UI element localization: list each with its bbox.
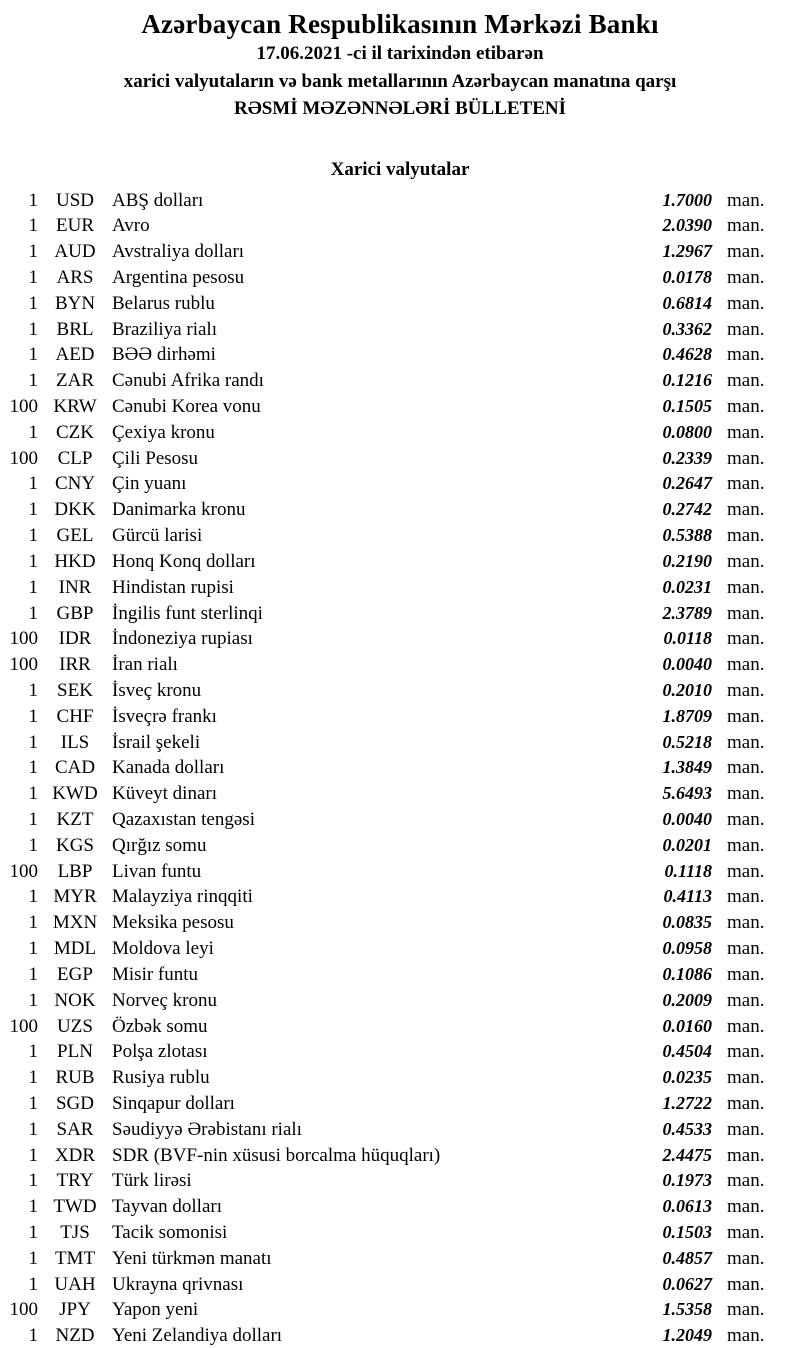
unit-label-cell: man. bbox=[727, 1273, 765, 1295]
rate-row-tmt bbox=[0, 1246, 772, 1272]
rate-row-xdr bbox=[0, 1143, 772, 1169]
unit-label-cell: man. bbox=[727, 292, 765, 314]
quantity-cell: 1 bbox=[28, 1325, 38, 1347]
currency-name-cell: Cənubi Korea vonu bbox=[112, 396, 261, 417]
currency-code-cell: UAH bbox=[54, 1273, 96, 1295]
currency-name-cell: İsveç kronu bbox=[112, 679, 202, 701]
unit-label-cell: man. bbox=[727, 1118, 765, 1140]
currency-code-cell: LBP bbox=[57, 860, 93, 882]
quantity-cell: 100 bbox=[9, 396, 38, 417]
currency-code-cell: TRY bbox=[56, 1170, 94, 1192]
rate-value-cell: 0.2742 bbox=[662, 499, 712, 520]
currency-code-cell: MDL bbox=[53, 938, 97, 960]
unit-label-cell: man. bbox=[727, 1144, 765, 1166]
unit-label-cell: man. bbox=[727, 499, 765, 521]
currency-name-cell: İran rialı bbox=[112, 654, 178, 676]
rate-row-cad bbox=[0, 755, 772, 781]
unit-label-cell: man. bbox=[727, 266, 765, 288]
currency-code-cell: XDR bbox=[54, 1144, 96, 1166]
quantity-cell: 1 bbox=[28, 1196, 38, 1218]
currency-code-cell: CAD bbox=[54, 757, 96, 779]
currency-name-cell: Honq Konq dolları bbox=[112, 550, 256, 572]
rate-row-myr bbox=[0, 884, 772, 910]
rate-value-cell: 0.1216 bbox=[662, 370, 712, 391]
rate-value-cell: 0.2009 bbox=[662, 989, 712, 1010]
rate-row-inr bbox=[0, 575, 772, 601]
unit-label-cell: man. bbox=[727, 989, 765, 1011]
rate-row-cny bbox=[0, 471, 772, 497]
rate-value-cell: 0.0800 bbox=[662, 421, 712, 442]
quantity-cell: 1 bbox=[28, 344, 38, 366]
rate-row-byn bbox=[0, 291, 772, 317]
unit-label-cell: man. bbox=[727, 473, 765, 495]
rate-value-cell: 0.4628 bbox=[662, 344, 712, 365]
quantity-cell: 1 bbox=[28, 1067, 38, 1089]
rate-row-idr bbox=[0, 626, 772, 652]
quantity-cell: 1 bbox=[28, 215, 38, 237]
rate-value-cell: 0.1118 bbox=[664, 860, 712, 881]
currency-code-cell: KWD bbox=[52, 783, 98, 805]
quantity-cell: 1 bbox=[28, 318, 38, 340]
currency-name-cell: Malayziya rinqqiti bbox=[112, 886, 253, 908]
currency-name-cell: Rusiya rublu bbox=[112, 1067, 210, 1089]
unit-label-cell: man. bbox=[727, 602, 765, 624]
currency-code-cell: USD bbox=[55, 189, 94, 211]
rate-row-try bbox=[0, 1168, 772, 1194]
currency-name-cell: Küveyt dinarı bbox=[112, 783, 218, 805]
rate-row-irr bbox=[0, 652, 772, 678]
currency-name-cell: SDR (BVF-nin xüsusi borcalma hüquqları) bbox=[112, 1144, 441, 1166]
quantity-cell: 1 bbox=[28, 473, 38, 495]
quantity-cell: 1 bbox=[28, 266, 38, 288]
currency-code-cell: BRL bbox=[56, 318, 94, 340]
currency-name-cell: Cənubi Afrika randı bbox=[112, 370, 264, 392]
currency-code-cell: CNY bbox=[54, 473, 96, 495]
currency-name-cell: Danimarka kronu bbox=[112, 499, 246, 521]
unit-label-cell: man. bbox=[727, 963, 765, 985]
unit-label-cell: man. bbox=[727, 396, 765, 417]
currency-code-cell: BYN bbox=[54, 292, 96, 314]
rate-value-cell: 0.3362 bbox=[662, 318, 712, 339]
rate-row-twd bbox=[0, 1194, 772, 1220]
effective-date-line: 17.06.2021 -ci il tarixindən etibarən bbox=[256, 43, 544, 64]
rate-value-cell: 1.8709 bbox=[662, 705, 712, 726]
exchange-rates-table bbox=[0, 188, 772, 1348]
rate-value-cell: 0.4504 bbox=[662, 1041, 712, 1062]
quantity-cell: 1 bbox=[28, 1247, 38, 1269]
rate-value-cell: 0.0178 bbox=[662, 266, 712, 287]
unit-label-cell: man. bbox=[727, 783, 765, 805]
rate-value-cell: 5.6493 bbox=[662, 783, 712, 804]
currency-code-cell: MXN bbox=[52, 912, 98, 934]
rate-value-cell: 0.5388 bbox=[662, 525, 712, 546]
rate-row-aed bbox=[0, 342, 772, 368]
currency-name-cell: Braziliya rialı bbox=[112, 318, 217, 340]
unit-label-cell: man. bbox=[727, 809, 765, 830]
rate-row-kgs bbox=[0, 833, 772, 859]
currency-name-cell: Gürcü larisi bbox=[112, 525, 203, 547]
quantity-cell: 1 bbox=[28, 292, 38, 314]
rate-row-clp bbox=[0, 446, 772, 472]
rate-value-cell: 0.0235 bbox=[662, 1067, 712, 1088]
quantity-cell: 1 bbox=[28, 705, 38, 727]
unit-label-cell: man. bbox=[727, 576, 765, 598]
bulletin-header bbox=[0, 0, 800, 123]
currency-code-cell: ZAR bbox=[56, 370, 94, 392]
currency-name-cell: Qazaxıstan tengəsi bbox=[112, 809, 255, 830]
rate-value-cell: 0.1973 bbox=[662, 1170, 712, 1191]
rate-value-cell: 0.5218 bbox=[662, 731, 712, 752]
rate-row-egp bbox=[0, 962, 772, 988]
quantity-cell: 1 bbox=[28, 1041, 38, 1063]
rate-row-pln bbox=[0, 1039, 772, 1065]
unit-label-cell: man. bbox=[727, 654, 765, 676]
rate-value-cell: 0.0040 bbox=[662, 654, 712, 675]
rate-row-krw bbox=[0, 394, 772, 420]
quantity-cell: 1 bbox=[28, 938, 38, 960]
rate-row-sar bbox=[0, 1117, 772, 1143]
rate-row-zar bbox=[0, 368, 772, 394]
currency-name-cell: Yapon yeni bbox=[112, 1299, 199, 1321]
quantity-cell: 1 bbox=[28, 370, 38, 392]
currency-name-cell: Belarus rublu bbox=[112, 292, 215, 314]
quantity-cell: 1 bbox=[28, 602, 38, 624]
unit-label-cell: man. bbox=[727, 189, 765, 211]
rate-row-eur bbox=[0, 213, 772, 239]
rate-value-cell: 1.2967 bbox=[662, 241, 712, 262]
unit-label-cell: man. bbox=[727, 550, 765, 572]
quantity-cell: 1 bbox=[28, 576, 38, 598]
rate-row-jpy bbox=[0, 1297, 772, 1323]
quantity-cell: 1 bbox=[28, 1092, 38, 1114]
currency-name-cell: Argentina pesosu bbox=[112, 266, 245, 288]
currency-code-cell: GEL bbox=[56, 525, 94, 547]
rate-value-cell: 0.0231 bbox=[662, 576, 712, 597]
quantity-cell: 1 bbox=[28, 834, 38, 856]
unit-label-cell: man. bbox=[727, 731, 765, 753]
unit-label-cell: man. bbox=[727, 1170, 765, 1192]
currency-code-cell: MYR bbox=[53, 886, 97, 908]
unit-label-cell: man. bbox=[727, 834, 765, 856]
unit-label-cell: man. bbox=[727, 1247, 765, 1269]
currency-code-cell: IDR bbox=[58, 628, 92, 650]
rate-row-usd bbox=[0, 188, 772, 214]
rate-row-aud bbox=[0, 239, 772, 265]
rate-value-cell: 0.4113 bbox=[663, 886, 712, 907]
rate-row-nzd bbox=[0, 1323, 772, 1348]
rate-value-cell: 0.0958 bbox=[662, 938, 712, 959]
unit-label-cell: man. bbox=[727, 421, 765, 443]
currency-name-cell: Çexiya kronu bbox=[112, 421, 215, 443]
currency-code-cell: EGP bbox=[57, 963, 93, 985]
unit-label-cell: man. bbox=[727, 705, 765, 727]
currency-code-cell: GBP bbox=[56, 602, 94, 624]
currency-name-cell: Tacik somonisi bbox=[112, 1222, 228, 1243]
quantity-cell: 100 bbox=[9, 628, 38, 650]
rate-value-cell: 1.2722 bbox=[662, 1092, 712, 1113]
unit-label-cell: man. bbox=[727, 1299, 765, 1321]
rate-value-cell: 0.0201 bbox=[662, 834, 712, 855]
unit-label-cell: man. bbox=[727, 628, 765, 650]
quantity-cell: 1 bbox=[28, 550, 38, 572]
subject-line: xarici valyutaların və bank metallarının Azərbaycan manatına qarşı bbox=[123, 70, 677, 92]
section-title-foreign-currencies: Xarici valyutalar bbox=[330, 158, 470, 180]
unit-label-cell: man. bbox=[727, 344, 765, 366]
currency-code-cell: RUB bbox=[55, 1067, 95, 1089]
quantity-cell: 1 bbox=[28, 499, 38, 521]
rate-row-lbp bbox=[0, 859, 772, 885]
quantity-cell: 1 bbox=[28, 525, 38, 547]
rate-value-cell: 0.1503 bbox=[662, 1222, 712, 1242]
quantity-cell: 100 bbox=[9, 1299, 38, 1321]
rate-row-dkk bbox=[0, 497, 772, 523]
currency-name-cell: İsrail şekeli bbox=[112, 731, 201, 753]
rate-value-cell: 0.0613 bbox=[662, 1196, 712, 1217]
quantity-cell: 100 bbox=[9, 860, 38, 882]
quantity-cell: 1 bbox=[28, 1118, 38, 1140]
rate-row-gel bbox=[0, 523, 772, 549]
currency-code-cell: UZS bbox=[57, 1015, 93, 1037]
currency-name-cell: Yeni Zelandiya dolları bbox=[112, 1325, 283, 1347]
quantity-cell: 1 bbox=[28, 1144, 38, 1166]
currency-name-cell: İsveçrə frankı bbox=[112, 705, 217, 727]
rate-value-cell: 0.0040 bbox=[662, 809, 712, 829]
unit-label-cell: man. bbox=[727, 241, 765, 263]
unit-label-cell: man. bbox=[727, 1222, 765, 1243]
unit-label-cell: man. bbox=[727, 1067, 765, 1089]
rate-row-uzs bbox=[0, 1014, 772, 1040]
unit-label-cell: man. bbox=[727, 525, 765, 547]
rate-value-cell: 0.4533 bbox=[662, 1118, 712, 1139]
unit-label-cell: man. bbox=[727, 886, 765, 908]
currency-code-cell: AUD bbox=[54, 241, 96, 263]
currency-name-cell: Polşa zlotası bbox=[112, 1041, 208, 1063]
currency-name-cell: Meksika pesosu bbox=[112, 912, 234, 934]
rate-value-cell: 1.5358 bbox=[662, 1299, 712, 1320]
rate-row-hkd bbox=[0, 549, 772, 575]
currency-name-cell: Türk lirəsi bbox=[112, 1170, 192, 1192]
quantity-cell: 1 bbox=[28, 783, 38, 805]
currency-name-cell: Səudiyyə Ərəbistanı rialı bbox=[112, 1118, 302, 1140]
quantity-cell: 1 bbox=[28, 912, 38, 934]
rate-value-cell: 1.2049 bbox=[662, 1325, 712, 1346]
rate-value-cell: 2.3789 bbox=[662, 602, 712, 623]
rate-row-rub bbox=[0, 1065, 772, 1091]
quantity-cell: 1 bbox=[28, 886, 38, 908]
rate-value-cell: 0.2010 bbox=[662, 679, 712, 700]
rate-row-kzt bbox=[0, 807, 772, 833]
rate-value-cell: 2.0390 bbox=[662, 215, 712, 236]
unit-label-cell: man. bbox=[727, 1325, 765, 1347]
currency-name-cell: Hindistan rupisi bbox=[112, 576, 234, 598]
currency-code-cell: KRW bbox=[53, 396, 97, 417]
quantity-cell: 1 bbox=[28, 421, 38, 443]
currency-code-cell: IRR bbox=[59, 654, 91, 676]
currency-code-cell: TMT bbox=[54, 1247, 96, 1269]
currency-code-cell: NZD bbox=[55, 1325, 95, 1347]
quantity-cell: 100 bbox=[9, 447, 38, 469]
bulletin-title-line: RƏSMİ MƏZƏNNƏLƏRİ BÜLLETENİ bbox=[233, 98, 566, 119]
rate-value-cell: 0.2647 bbox=[662, 473, 712, 494]
rate-value-cell: 0.2339 bbox=[662, 447, 712, 468]
currency-name-cell: Norveç kronu bbox=[112, 989, 217, 1011]
rate-row-tjs bbox=[0, 1220, 772, 1246]
unit-label-cell: man. bbox=[727, 1196, 765, 1218]
quantity-cell: 100 bbox=[9, 1015, 38, 1037]
unit-label-cell: man. bbox=[727, 912, 765, 934]
currency-name-cell: Çili Pesosu bbox=[112, 447, 199, 469]
rate-value-cell: 0.6814 bbox=[662, 292, 712, 313]
rate-row-chf bbox=[0, 704, 772, 730]
rate-value-cell: 0.0160 bbox=[662, 1015, 712, 1036]
quantity-cell: 1 bbox=[28, 757, 38, 779]
currency-name-cell: İndoneziya rupiası bbox=[112, 628, 253, 650]
currency-name-cell: ABŞ dolları bbox=[112, 189, 204, 211]
rate-row-kwd bbox=[0, 781, 772, 807]
currency-name-cell: Tayvan dolları bbox=[112, 1196, 222, 1218]
currency-name-cell: Kanada dolları bbox=[112, 757, 225, 779]
currency-name-cell: Çin yuanı bbox=[112, 473, 187, 495]
unit-label-cell: man. bbox=[727, 318, 765, 340]
rate-value-cell: 0.4857 bbox=[662, 1247, 712, 1268]
currency-code-cell: INR bbox=[58, 576, 92, 598]
currency-name-cell: İngilis funt sterlinqi bbox=[112, 602, 263, 624]
rate-row-gbp bbox=[0, 601, 772, 627]
currency-code-cell: DKK bbox=[54, 499, 96, 521]
currency-name-cell: Moldova leyi bbox=[112, 938, 214, 960]
currency-code-cell: TJS bbox=[60, 1222, 90, 1243]
quantity-cell: 1 bbox=[28, 679, 38, 701]
rate-row-nok bbox=[0, 988, 772, 1014]
currency-code-cell: JPY bbox=[59, 1299, 91, 1321]
quantity-cell: 1 bbox=[28, 809, 38, 830]
rate-value-cell: 1.7000 bbox=[662, 189, 712, 210]
currency-name-cell: Qırğız somu bbox=[112, 834, 207, 856]
currency-name-cell: Yeni türkmən manatı bbox=[112, 1247, 272, 1269]
currency-name-cell: Özbək somu bbox=[112, 1015, 208, 1037]
currency-name-cell: Sinqapur dolları bbox=[112, 1092, 235, 1114]
rate-row-ils bbox=[0, 730, 772, 756]
rate-value-cell: 0.0118 bbox=[663, 628, 712, 649]
currency-code-cell: CHF bbox=[56, 705, 94, 727]
rate-row-sek bbox=[0, 678, 772, 704]
currency-code-cell: KZT bbox=[56, 809, 94, 830]
rate-row-brl bbox=[0, 317, 772, 343]
quantity-cell: 1 bbox=[28, 241, 38, 263]
currency-code-cell: ILS bbox=[60, 731, 90, 753]
rate-row-ars bbox=[0, 265, 772, 291]
rate-value-cell: 1.3849 bbox=[662, 757, 712, 778]
rate-row-mdl bbox=[0, 936, 772, 962]
currency-code-cell: HKD bbox=[54, 550, 96, 572]
currency-code-cell: CLP bbox=[57, 447, 93, 469]
quantity-cell: 1 bbox=[28, 1222, 38, 1243]
quantity-cell: 100 bbox=[9, 654, 38, 676]
currency-code-cell: PLN bbox=[57, 1041, 93, 1063]
unit-label-cell: man. bbox=[727, 370, 765, 392]
rate-row-mxn bbox=[0, 910, 772, 936]
currency-code-cell: ARS bbox=[56, 266, 94, 288]
unit-label-cell: man. bbox=[727, 860, 765, 882]
rate-value-cell: 0.0627 bbox=[662, 1273, 712, 1294]
quantity-cell: 1 bbox=[28, 989, 38, 1011]
currency-name-cell: Avstraliya dolları bbox=[112, 241, 245, 263]
rate-row-uah bbox=[0, 1272, 772, 1298]
unit-label-cell: man. bbox=[727, 757, 765, 779]
unit-label-cell: man. bbox=[727, 1092, 765, 1114]
currency-code-cell: KGS bbox=[55, 834, 94, 856]
rate-row-sgd bbox=[0, 1091, 772, 1117]
unit-label-cell: man. bbox=[727, 679, 765, 701]
currency-code-cell: AED bbox=[55, 344, 95, 366]
currency-name-cell: Misir funtu bbox=[112, 963, 199, 985]
bank-name-title: Azərbaycan Respublikasının Mərkəzi Bankı bbox=[141, 9, 659, 39]
unit-label-cell: man. bbox=[727, 215, 765, 237]
currency-code-cell: SGD bbox=[55, 1092, 94, 1114]
quantity-cell: 1 bbox=[28, 731, 38, 753]
currency-name-cell: Avro bbox=[112, 215, 150, 237]
currency-code-cell: CZK bbox=[56, 421, 94, 443]
currency-code-cell: EUR bbox=[56, 215, 94, 237]
currency-code-cell: SEK bbox=[57, 679, 93, 701]
currency-code-cell: NOK bbox=[54, 989, 96, 1011]
currency-code-cell: TWD bbox=[53, 1196, 97, 1218]
unit-label-cell: man. bbox=[727, 1041, 765, 1063]
quantity-cell: 1 bbox=[28, 1273, 38, 1295]
unit-label-cell: man. bbox=[727, 1015, 765, 1037]
quantity-cell: 1 bbox=[28, 1170, 38, 1192]
rate-value-cell: 2.4475 bbox=[662, 1144, 712, 1165]
unit-label-cell: man. bbox=[727, 447, 765, 469]
rate-value-cell: 0.2190 bbox=[662, 550, 712, 571]
rate-value-cell: 0.1505 bbox=[662, 396, 712, 416]
unit-label-cell: man. bbox=[727, 938, 765, 960]
quantity-cell: 1 bbox=[28, 963, 38, 985]
quantity-cell: 1 bbox=[28, 189, 38, 211]
currency-name-cell: BƏƏ dirhəmi bbox=[112, 344, 216, 366]
currency-name-cell: Livan funtu bbox=[112, 860, 202, 882]
rate-value-cell: 0.0835 bbox=[662, 912, 712, 933]
currency-name-cell: Ukrayna qrivnası bbox=[112, 1273, 244, 1295]
rate-row-czk bbox=[0, 420, 772, 446]
rate-value-cell: 0.1086 bbox=[662, 963, 712, 984]
currency-code-cell: SAR bbox=[56, 1118, 94, 1140]
